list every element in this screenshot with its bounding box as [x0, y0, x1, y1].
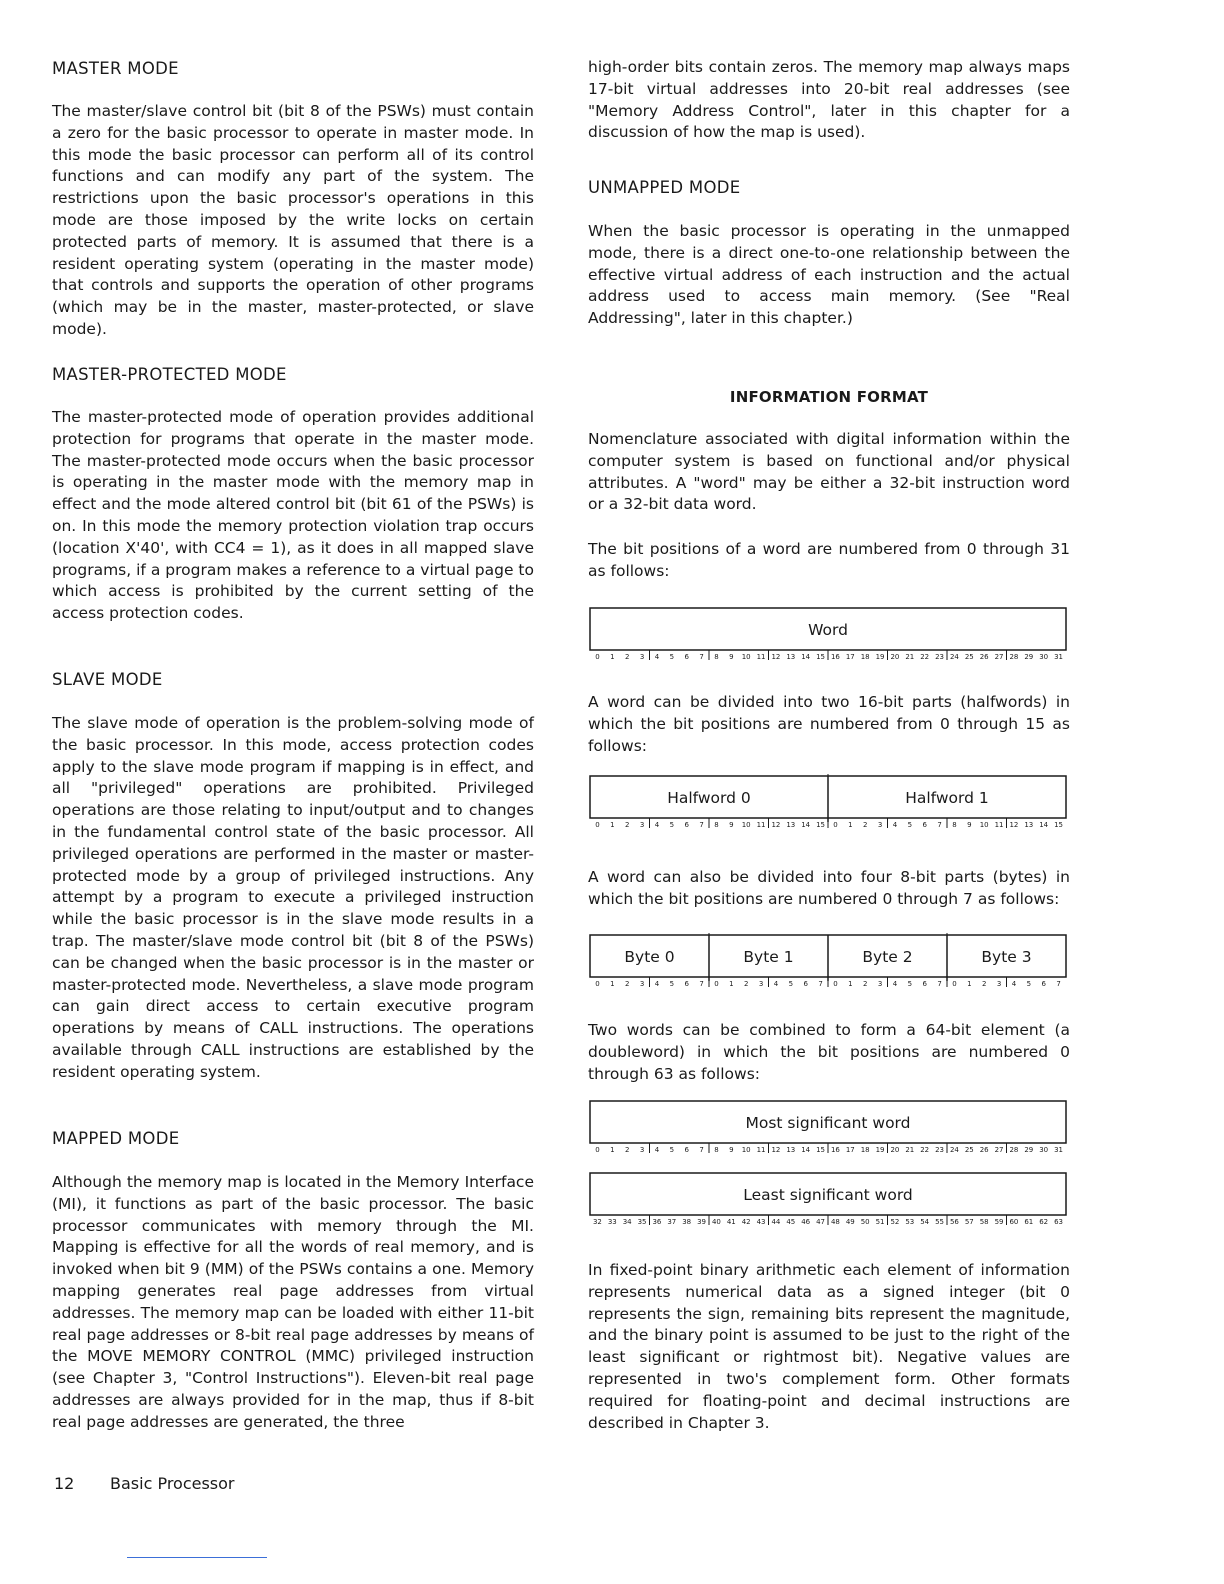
- word-bit-number: 18: [860, 653, 870, 661]
- byte-bit-number: 4: [773, 980, 779, 988]
- halfword-bit-number: 12: [1009, 821, 1019, 829]
- byte-bit-number: 4: [1011, 980, 1017, 988]
- halfword-bit-number: 5: [907, 821, 913, 829]
- byte-bit-number: 7: [1056, 980, 1061, 988]
- word-bit-number: 28: [1009, 653, 1019, 661]
- byte-bit-number: 7: [937, 980, 942, 988]
- doubleword-high-bit-number: 17: [845, 1146, 855, 1154]
- halfword-bit-number: 6: [684, 821, 689, 829]
- halfword-bit-number: 10: [979, 821, 989, 829]
- word-format-svg: [588, 604, 1070, 662]
- byte-bit-number: 1: [729, 980, 734, 988]
- doubleword-low-bit-number: 34: [622, 1218, 632, 1226]
- doubleword-low-bit-number: 39: [697, 1218, 707, 1226]
- doubleword-low-bit-number: 60: [1009, 1218, 1019, 1226]
- word-bit-number: 26: [979, 653, 989, 661]
- doubleword-high-bit-number: 20: [890, 1146, 900, 1154]
- byte-bit-number: 5: [1026, 980, 1032, 988]
- doubleword-low-diagram: [588, 1169, 1070, 1227]
- word-bit-number: 12: [771, 653, 781, 661]
- unmapped-mode-heading: UNMAPPED MODE: [588, 178, 741, 197]
- word-bit-number: 10: [741, 653, 751, 661]
- doubleword-high-field-label: Most significant word: [745, 1114, 911, 1132]
- doubleword-high-bit-number: 18: [860, 1146, 870, 1154]
- doubleword-low-bit-number: 55: [935, 1218, 945, 1226]
- halfword-bit-number: 5: [669, 821, 675, 829]
- word-bit-number: 23: [935, 653, 945, 661]
- doubleword-high-svg: [588, 1097, 1070, 1155]
- halfword-bit-number: 7: [937, 821, 942, 829]
- byte-bit-number: 4: [654, 980, 660, 988]
- information-format-para-2: The bit positions of a word are numbered from 0 through 31 as follows:: [588, 540, 1070, 580]
- doubleword-high-bit-number: 16: [830, 1146, 840, 1154]
- word-bit-number: 0: [595, 653, 600, 661]
- word-bit-number: 13: [786, 653, 796, 661]
- word-bit-number: 24: [949, 653, 959, 661]
- doubleword-high-bit-number: 8: [714, 1146, 719, 1154]
- information-format-para-1: Nomenclature associated with digital information within the computer system is based on functional and/or physical attributes. A "word" may be either a 32-bit instruction word or a 32-bit data word.: [588, 430, 1070, 514]
- doubleword-high-bit-number: 24: [949, 1146, 959, 1154]
- doubleword-low-bit-number: 61: [1024, 1218, 1034, 1226]
- byte-bit-number: 2: [624, 980, 630, 988]
- byte-bit-number: 5: [669, 980, 675, 988]
- information-format-para-4: A word can also be divided into four 8-bit parts (bytes) in which the bit positions are numbered 0 through 7 as follows:: [588, 868, 1070, 908]
- halfword-field-label: Halfword 0: [667, 789, 751, 807]
- doubleword-high-bit-number: 29: [1024, 1146, 1034, 1154]
- word-field-label: Word: [808, 621, 848, 639]
- doubleword-high-bit-number: 4: [654, 1146, 660, 1154]
- doubleword-high-bit-number: 27: [994, 1146, 1004, 1154]
- byte-bit-number: 0: [595, 980, 600, 988]
- halfword-format-diagram: [588, 772, 1070, 830]
- byte-bit-number: 2: [862, 980, 868, 988]
- byte-bit-number: 1: [967, 980, 972, 988]
- doubleword-high-bit-number: 23: [935, 1146, 945, 1154]
- byte-bit-number: 1: [848, 980, 853, 988]
- word-bit-number: 22: [920, 653, 930, 661]
- byte-field-label: Byte 0: [624, 948, 675, 966]
- halfword-bit-number: 2: [624, 821, 630, 829]
- halfword-bit-number: 4: [892, 821, 898, 829]
- halfword-format-svg: [588, 772, 1070, 830]
- doubleword-low-bit-number: 52: [890, 1218, 900, 1226]
- halfword-bit-number: 9: [729, 821, 734, 829]
- halfword-bit-number: 14: [1039, 821, 1049, 829]
- word-bit-number: 25: [964, 653, 974, 661]
- word-bit-number: 17: [845, 653, 855, 661]
- doubleword-high-bit-number: 31: [1054, 1146, 1064, 1154]
- halfword-bit-number: 11: [756, 821, 766, 829]
- mapped-mode-continued-text: high-order bits contain zeros. The memory map always maps 17-bit virtual addresses into 20-bit real addresses (see "Memory Address Control", later in this chapter for a discussion of how the map is used).: [588, 58, 1070, 142]
- byte-bit-number: 5: [907, 980, 913, 988]
- byte-format-svg: [588, 931, 1070, 989]
- doubleword-high-bit-number: 12: [771, 1146, 781, 1154]
- byte-bit-number: 0: [952, 980, 957, 988]
- doubleword-high-bit-number: 5: [669, 1146, 675, 1154]
- master-protected-mode-text: The master-protected mode of operation provides additional protection for programs that operate in the master mode. The master-protected mode occurs when the basic processor is operating in the master mode with the memory map in effect and the mode altered control bit (bit 61 of the PSWs) is on. In this mode the memory protection violation trap occurs (location X'40', with CC4 = 1), as it does in all mapped slave programs, if a program makes a reference to a virtual page to which access is prohibited by the current setting of the access protection codes.: [52, 408, 534, 623]
- byte-bit-number: 1: [610, 980, 615, 988]
- halfword-bit-number: 11: [994, 821, 1004, 829]
- doubleword-high-bit-number: 15: [816, 1146, 826, 1154]
- byte-bit-number: 6: [684, 980, 689, 988]
- word-bit-number: 9: [729, 653, 734, 661]
- mapped-mode-heading: MAPPED MODE: [52, 1129, 180, 1148]
- slave-mode-heading: SLAVE MODE: [52, 670, 163, 689]
- doubleword-high-bit-number: 25: [964, 1146, 974, 1154]
- doubleword-high-bit-number: 3: [639, 1146, 645, 1154]
- byte-bit-number: 7: [699, 980, 704, 988]
- halfword-bit-number: 0: [595, 821, 600, 829]
- scan-artifact-line: [127, 1557, 267, 1558]
- halfword-bit-number: 9: [967, 821, 972, 829]
- doubleword-high-bit-number: 7: [699, 1146, 704, 1154]
- doubleword-low-bit-number: 38: [682, 1218, 692, 1226]
- word-bit-number: 7: [699, 653, 704, 661]
- halfword-bit-number: 10: [741, 821, 751, 829]
- doubleword-low-bit-number: 59: [994, 1218, 1004, 1226]
- word-bit-number: 14: [801, 653, 811, 661]
- word-bit-number: 2: [624, 653, 630, 661]
- doubleword-low-svg: [588, 1169, 1070, 1227]
- byte-bit-number: 3: [758, 980, 764, 988]
- halfword-bit-number: 3: [877, 821, 883, 829]
- doubleword-low-bit-number: 46: [801, 1218, 811, 1226]
- doubleword-low-bit-number: 48: [830, 1218, 840, 1226]
- doubleword-low-bit-number: 40: [711, 1218, 721, 1226]
- doubleword-high-bit-number: 22: [920, 1146, 930, 1154]
- byte-bit-number: 5: [788, 980, 794, 988]
- master-mode-text: The master/slave control bit (bit 8 of the PSWs) must contain a zero for the basic processor to operate in master mode. In this mode the basic processor can perform all of its control functions and can modify any part of the system. The restrictions upon the basic processor's operations in this mode are those imposed by the write locks on certain protected parts of memory. It is assumed that there is a resident operating system (operating in the master mode) that controls and supports the operation of other programs (which may be in the master, master-protected, or slave mode).: [52, 102, 534, 338]
- doubleword-high-bit-number: 2: [624, 1146, 630, 1154]
- doubleword-low-bit-number: 45: [786, 1218, 796, 1226]
- master-mode-heading: MASTER MODE: [52, 59, 179, 78]
- doubleword-high-bit-number: 30: [1039, 1146, 1049, 1154]
- word-bit-number: 30: [1039, 653, 1049, 661]
- byte-bit-number: 7: [818, 980, 823, 988]
- doubleword-low-bit-number: 33: [607, 1218, 617, 1226]
- halfword-bit-number: 15: [816, 821, 826, 829]
- byte-bit-number: 0: [833, 980, 838, 988]
- information-format-para-3: A word can be divided into two 16-bit parts (halfwords) in which the bit positions are numbered from 0 through 15 as follows:: [588, 693, 1070, 755]
- doubleword-low-bit-number: 49: [845, 1218, 855, 1226]
- byte-bit-number: 2: [981, 980, 987, 988]
- doubleword-high-bit-number: 14: [801, 1146, 811, 1154]
- halfword-bit-number: 15: [1054, 821, 1064, 829]
- doubleword-high-bit-number: 1: [610, 1146, 615, 1154]
- byte-bit-number: 6: [1041, 980, 1046, 988]
- doubleword-low-bit-number: 36: [652, 1218, 662, 1226]
- word-bit-number: 3: [639, 653, 645, 661]
- page-number: 12: [54, 1474, 75, 1493]
- word-bit-number: 15: [816, 653, 826, 661]
- word-bit-number: 27: [994, 653, 1004, 661]
- doubleword-high-bit-number: 26: [979, 1146, 989, 1154]
- information-format-para-6: In fixed-point binary arithmetic each element of information represents numerical data as a signed integer (bit 0 represents the sign, remaining bits represent the magnitude, and the binary point is assumed to be just to the right of the least significant or rightmost bit). Negative values are represented in two's complement form. Other formats required for floating-point and decimal instructions are described in Chapter 3.: [588, 1261, 1070, 1432]
- doubleword-low-bit-number: 35: [637, 1218, 647, 1226]
- word-bit-number: 1: [610, 653, 615, 661]
- halfword-bit-number: 8: [952, 821, 957, 829]
- mapped-mode-text: Although the memory map is located in the Memory Interface (MI), it functions as part of the basic processor. The basic processor communicates with memory through the MI. Mapping is effective for all the words of real memory, and is invoked when bit 9 (MM) of the PSWs contains a one. Memory mapping generates real page addresses from virtual addresses. The memory map can be loaded with either 11-bit real page addresses or 8-bit real page addresses by means of the MOVE MEMORY CONTROL (MMC) privileged instruction (see Chapter 3, "Control Instructions"). Eleven-bit real page addresses are always provided for in the map, thus if 8-bit real page addresses are generated, the three: [52, 1173, 534, 1431]
- doubleword-low-bit-number: 47: [816, 1218, 826, 1226]
- doubleword-low-bit-number: 42: [741, 1218, 751, 1226]
- footer-section-title: Basic Processor: [110, 1474, 235, 1493]
- halfword-bit-number: 14: [801, 821, 811, 829]
- doubleword-low-bit-number: 54: [920, 1218, 930, 1226]
- word-bit-number: 6: [684, 653, 689, 661]
- word-format-diagram: [588, 604, 1070, 662]
- doubleword-low-bit-number: 41: [726, 1218, 736, 1226]
- halfword-bit-number: 6: [922, 821, 927, 829]
- doubleword-high-bit-number: 11: [756, 1146, 766, 1154]
- doubleword-low-field-label: Least significant word: [743, 1186, 913, 1204]
- doubleword-high-bit-number: 0: [595, 1146, 600, 1154]
- word-bit-number: 16: [830, 653, 840, 661]
- byte-bit-number: 3: [639, 980, 645, 988]
- unmapped-mode-text: When the basic processor is operating in the unmapped mode, there is a direct one-to-one relationship between the effective virtual address of each instruction and the actual address used to access main memory. (See "Real Addressing", later in this chapter.): [588, 222, 1070, 328]
- byte-bit-number: 4: [892, 980, 898, 988]
- halfword-bit-number: 12: [771, 821, 781, 829]
- doubleword-high-bit-number: 28: [1009, 1146, 1019, 1154]
- word-bit-number: 8: [714, 653, 719, 661]
- word-bit-number: 4: [654, 653, 660, 661]
- doubleword-low-bit-number: 56: [949, 1218, 959, 1226]
- doubleword-high-bit-number: 6: [684, 1146, 689, 1154]
- doubleword-low-bit-number: 50: [860, 1218, 870, 1226]
- doubleword-low-bit-number: 51: [875, 1218, 885, 1226]
- byte-bit-number: 2: [743, 980, 749, 988]
- word-bit-number: 20: [890, 653, 900, 661]
- doubleword-high-bit-number: 9: [729, 1146, 734, 1154]
- halfword-bit-number: 3: [639, 821, 645, 829]
- halfword-bit-number: 7: [699, 821, 704, 829]
- doubleword-low-bit-number: 43: [756, 1218, 766, 1226]
- doubleword-high-bit-number: 10: [741, 1146, 751, 1154]
- halfword-bit-number: 8: [714, 821, 719, 829]
- word-bit-number: 19: [875, 653, 885, 661]
- byte-bit-number: 3: [877, 980, 883, 988]
- word-bit-number: 29: [1024, 653, 1034, 661]
- slave-mode-text: The slave mode of operation is the problem-solving mode of the basic processor. In this mode, access protection codes apply to the slave mode program if mapping is in effect, and all "privileged" operations are prohibited. Privileged operations are those relating to input/output and to changes in the fundamental control state of the basic processor. All privileged operations are performed in the master or master-protected mode by a group of privileged instructions. Any attempt by a program to execute a privileged instruction while the basic processor is in the slave mode results in a trap. The master/slave mode control bit (bit 8 of the PSWs) can be changed when the basic processor is in the master or master-protected mode. Nevertheless, a slave mode program can gain direct access to certain executive program operations by means of CALL instructions. The operations available through CALL instructions are established by the resident operating system.: [52, 714, 534, 1081]
- information-format-para-5: Two words can be combined to form a 64-bit element (a doubleword) in which the bit positions are numbered 0 through 63 as follows:: [588, 1021, 1070, 1083]
- doubleword-low-bit-number: 58: [979, 1218, 989, 1226]
- halfword-bit-number: 2: [862, 821, 868, 829]
- doubleword-low-bit-number: 44: [771, 1218, 781, 1226]
- information-format-heading: INFORMATION FORMAT: [729, 388, 929, 406]
- halfword-bit-number: 0: [833, 821, 838, 829]
- word-bit-number: 11: [756, 653, 766, 661]
- byte-field-label: Byte 2: [862, 948, 913, 966]
- halfword-bit-number: 1: [848, 821, 853, 829]
- doubleword-high-bit-number: 19: [875, 1146, 885, 1154]
- doubleword-high-diagram: [588, 1097, 1070, 1155]
- doubleword-low-bit-number: 53: [905, 1218, 915, 1226]
- halfword-bit-number: 1: [610, 821, 615, 829]
- word-bit-number: 31: [1054, 653, 1064, 661]
- doubleword-low-bit-number: 63: [1054, 1218, 1064, 1226]
- halfword-bit-number: 13: [1024, 821, 1034, 829]
- halfword-bit-number: 13: [786, 821, 796, 829]
- doubleword-low-bit-number: 37: [667, 1218, 677, 1226]
- byte-field-label: Byte 3: [981, 948, 1032, 966]
- doubleword-high-bit-number: 13: [786, 1146, 796, 1154]
- master-protected-mode-heading: MASTER-PROTECTED MODE: [52, 365, 287, 384]
- byte-field-label: Byte 1: [743, 948, 794, 966]
- page-footer: [54, 1474, 235, 1493]
- doubleword-low-bit-number: 62: [1039, 1218, 1049, 1226]
- word-bit-number: 21: [905, 653, 915, 661]
- halfword-bit-number: 4: [654, 821, 660, 829]
- halfword-field-label: Halfword 1: [905, 789, 989, 807]
- word-bit-number: 5: [669, 653, 675, 661]
- doubleword-low-bit-number: 57: [964, 1218, 974, 1226]
- byte-bit-number: 0: [714, 980, 719, 988]
- byte-bit-number: 6: [922, 980, 927, 988]
- byte-bit-number: 3: [996, 980, 1002, 988]
- doubleword-low-bit-number: 32: [592, 1218, 602, 1226]
- byte-bit-number: 6: [803, 980, 808, 988]
- byte-format-diagram: [588, 931, 1070, 989]
- doubleword-high-bit-number: 21: [905, 1146, 915, 1154]
